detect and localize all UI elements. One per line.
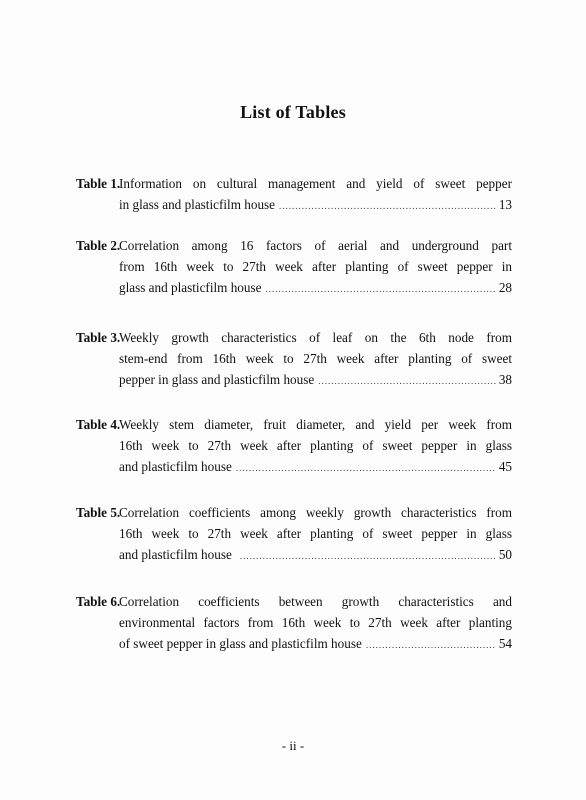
page-number: 45 xyxy=(498,459,512,474)
entry-label: Table 4. xyxy=(76,417,121,432)
page-footer-number: - ii - xyxy=(281,738,305,753)
entry-text: of sweet pepper in glass and plasticfilm house xyxy=(119,636,362,651)
entry-text: stem-end from 16th week to 27th week after planting of sweet xyxy=(119,351,512,366)
entry-text: glass and plasticfilm house xyxy=(119,280,262,295)
toc-entry-table-2 xyxy=(76,235,512,298)
entry-line-last xyxy=(76,277,512,298)
entry-text: 16th week to 27th week after planting of sweet pepper in glass xyxy=(119,438,512,453)
entry-text: Weekly stem diameter, fruit diameter, and yield per week from xyxy=(119,417,512,432)
page-title: List of Tables xyxy=(240,102,346,122)
page-number: 28 xyxy=(498,280,512,295)
entry-line-last xyxy=(76,456,512,477)
page-number: 38 xyxy=(498,372,512,387)
entry-line xyxy=(76,327,512,348)
entry-line xyxy=(76,414,512,435)
entry-label: Table 1. xyxy=(76,176,121,191)
entry-label: Table 2. xyxy=(76,238,121,253)
entry-label: Table 5. xyxy=(76,505,121,520)
entry-text: pepper in glass and plasticfilm house xyxy=(119,372,315,387)
page-number: 13 xyxy=(498,197,512,212)
toc-entry-table-4 xyxy=(76,414,512,477)
page-number: 54 xyxy=(498,636,512,651)
leader-dots xyxy=(366,635,496,656)
entry-label: Table 3. xyxy=(76,330,121,345)
entry-line xyxy=(76,612,512,633)
entry-text: and plasticfilm house xyxy=(119,547,232,562)
entry-text: Weekly growth characteristics of leaf on the 6th node from xyxy=(119,330,512,345)
entry-text: Correlation among 16 factors of aerial and underground part xyxy=(119,238,512,253)
leader-dots xyxy=(265,279,495,300)
entry-line-last xyxy=(76,194,512,215)
entry-text: in glass and plasticfilm house xyxy=(119,197,276,212)
entry-text: Correlation coefficients among weekly growth characteristics from xyxy=(119,505,512,520)
entry-text: Correlation coefficients between growth characteristics and xyxy=(119,594,512,609)
entry-line-last xyxy=(76,633,512,654)
entry-label: Table 6. xyxy=(76,594,121,609)
toc-entry-table-5 xyxy=(76,502,512,565)
entry-text: and plasticfilm house xyxy=(119,459,232,474)
entry-text: environmental factors from 16th week to 27th week after planting xyxy=(119,615,512,630)
page-number: 50 xyxy=(498,547,512,562)
toc-entry-table-6 xyxy=(76,591,512,654)
entry-line xyxy=(76,256,512,277)
toc-entry-table-3 xyxy=(76,327,512,390)
leader-dots xyxy=(236,458,496,479)
entry-text: from 16th week to 27th week after planting of sweet pepper in xyxy=(119,259,512,274)
entry-text: Information on cultural management and yield of sweet pepper xyxy=(119,176,512,191)
leader-dots xyxy=(318,371,496,392)
leader-dots xyxy=(279,196,496,217)
entry-line xyxy=(76,348,512,369)
entry-line-last xyxy=(76,544,512,565)
entry-line xyxy=(76,591,512,612)
toc-entry-table-1 xyxy=(76,173,512,215)
leader-dots xyxy=(240,546,496,567)
entry-line xyxy=(76,173,512,194)
entry-line xyxy=(76,502,512,523)
entry-text: 16th week to 27th week after planting of sweet pepper in glass xyxy=(119,526,512,541)
entry-line xyxy=(76,435,512,456)
entry-line-last xyxy=(76,369,512,390)
entry-line xyxy=(76,523,512,544)
entry-line xyxy=(76,235,512,256)
